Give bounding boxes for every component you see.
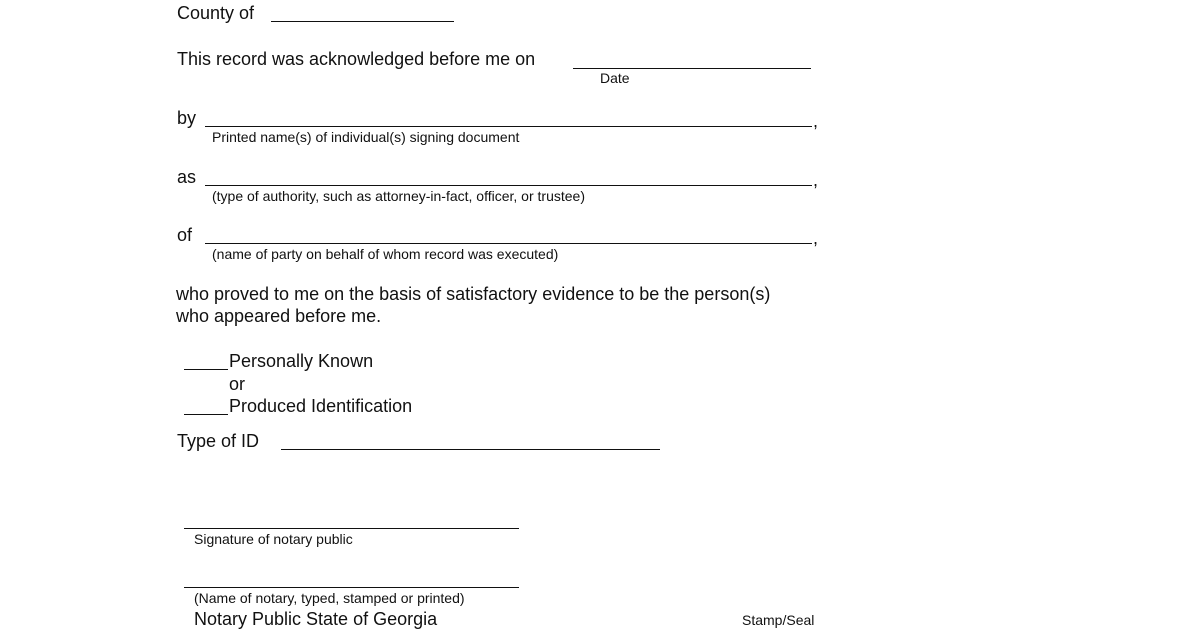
signer-name-caption: Printed name(s) of individual(s) signing document <box>212 129 520 145</box>
county-label: County of <box>177 3 255 23</box>
date-caption: Date <box>600 70 630 86</box>
evidence-text-line1: who proved to me on the basis of satisfactory evidence to be the person(s) <box>176 284 771 304</box>
stamp-seal-label: Stamp/Seal <box>742 612 815 628</box>
signer-name-field[interactable] <box>205 126 812 127</box>
acknowledged-label: This record was acknowledged before me on <box>177 49 536 69</box>
personally-known-label: Personally Known <box>229 351 374 371</box>
as-label: as <box>177 167 197 187</box>
or-text: or <box>229 374 246 394</box>
by-label: by <box>177 108 197 128</box>
party-name-field[interactable] <box>205 243 812 244</box>
notary-signature-caption: Signature of notary public <box>194 531 353 547</box>
of-comma: , <box>813 228 819 248</box>
of-label: of <box>177 225 193 245</box>
evidence-text-line2: who appeared before me. <box>176 306 382 326</box>
authority-type-caption: (type of authority, such as attorney-in-fact, officer, or trustee) <box>212 188 585 204</box>
personally-known-checkline[interactable] <box>184 369 228 370</box>
produced-identification-checkline[interactable] <box>184 414 228 415</box>
authority-type-field[interactable] <box>205 185 812 186</box>
produced-identification-label: Produced Identification <box>229 396 413 416</box>
type-of-id-label: Type of ID <box>177 431 260 451</box>
date-field[interactable] <box>573 68 811 69</box>
type-of-id-field[interactable] <box>281 449 660 450</box>
county-field[interactable] <box>271 21 454 22</box>
notary-name-field[interactable] <box>184 587 519 588</box>
notary-state-label: Notary Public State of Georgia <box>194 609 438 629</box>
notary-signature-field[interactable] <box>184 528 519 529</box>
notary-name-caption: (Name of notary, typed, stamped or printed) <box>194 590 465 606</box>
party-name-caption: (name of party on behalf of whom record was executed) <box>212 246 559 262</box>
by-comma: , <box>813 111 819 131</box>
as-comma: , <box>813 170 819 190</box>
